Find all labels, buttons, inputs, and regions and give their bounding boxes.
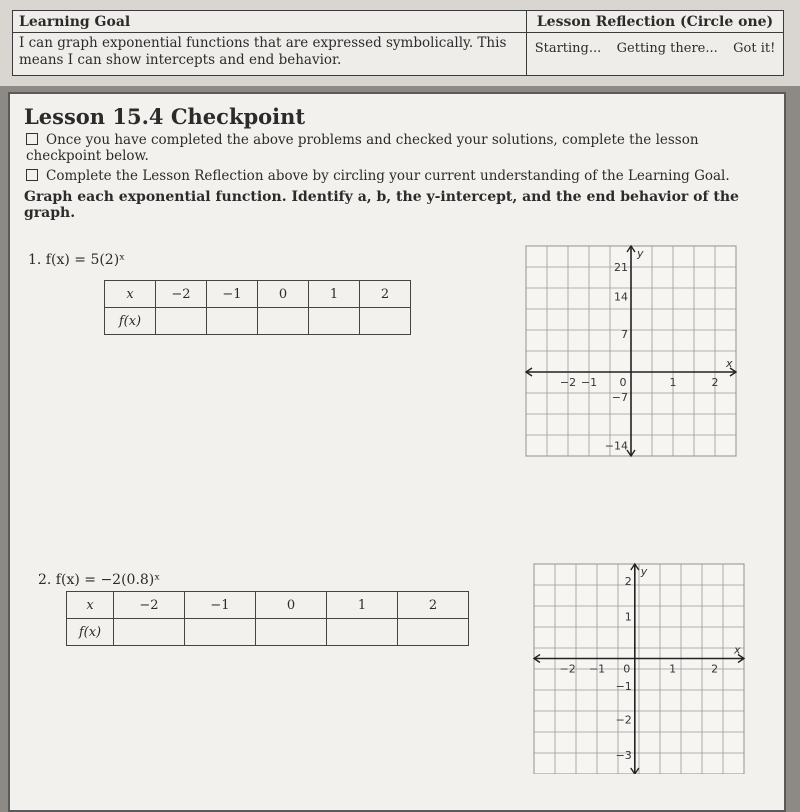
reflection-options xyxy=(527,41,783,56)
x-axis-label: x xyxy=(726,357,733,370)
x-cell: −2 xyxy=(156,281,207,308)
fx-cell[interactable] xyxy=(398,619,469,646)
y-tick-label: 7 xyxy=(621,328,628,342)
y-tick-label: −1 xyxy=(615,679,632,693)
x-cell: 0 xyxy=(256,592,327,619)
table-row xyxy=(105,308,411,335)
problem-2-grid[interactable] xyxy=(532,562,746,774)
problem-1-label: 1. f(x) = 5(2)ˣ xyxy=(28,252,126,268)
x-tick-label: 2 xyxy=(711,376,719,389)
y-axis-label: y xyxy=(640,565,648,578)
fx-cell[interactable] xyxy=(156,308,207,335)
x-axis-label: x xyxy=(734,643,741,657)
problem-1-table xyxy=(104,280,411,335)
checklist-item-1-text: Once you have completed the above problems and checked your solutions, complete the lesson checkpoint below. xyxy=(26,132,699,164)
y-tick-label: 21 xyxy=(614,261,628,274)
reflection-option-got-it[interactable]: Got it! xyxy=(733,41,776,56)
fx-cell[interactable] xyxy=(360,308,411,335)
fx-cell[interactable] xyxy=(207,308,258,335)
fx-cell[interactable] xyxy=(327,619,398,646)
x-header: x xyxy=(67,592,114,619)
x-tick-label: 2 xyxy=(711,662,719,676)
y-tick-label: 2 xyxy=(624,574,632,588)
fx-header: f(x) xyxy=(105,308,156,335)
checkpoint-title: Lesson 15.4 Checkpoint xyxy=(24,104,306,129)
learning-goal-heading: Learning Goal xyxy=(13,11,526,33)
x-tick-label: −2 xyxy=(559,662,576,676)
x-tick-label: 0 xyxy=(623,662,631,676)
checklist-item-2 xyxy=(26,168,766,184)
reflection-option-starting[interactable]: Starting... xyxy=(534,41,602,56)
header-strip xyxy=(0,0,800,86)
y-tick-label: 1 xyxy=(624,610,632,624)
fx-cell[interactable] xyxy=(185,619,256,646)
x-tick-label: −2 xyxy=(559,376,577,389)
reflection-heading: Lesson Reflection (Circle one) xyxy=(527,11,783,33)
x-cell: 1 xyxy=(309,281,360,308)
y-tick-label: −3 xyxy=(615,749,632,763)
learning-goal-cell xyxy=(13,11,527,75)
x-tick-label: −1 xyxy=(580,376,598,389)
x-cell: 0 xyxy=(258,281,309,308)
learning-goal-text: I can graph exponential functions that are expressed symbolically. This means I can show intercepts and end behavior. xyxy=(19,35,507,68)
table-row xyxy=(67,619,469,646)
y-tick-label: −14 xyxy=(604,439,628,453)
checklist-item-2-text: Complete the Lesson Reflection above by circling your current understanding of the Learning Goal. xyxy=(46,168,730,184)
fx-cell[interactable] xyxy=(309,308,360,335)
x-tick-label: 1 xyxy=(669,376,677,389)
fx-cell[interactable] xyxy=(258,308,309,335)
table-row xyxy=(67,592,469,619)
table-row xyxy=(105,281,411,308)
x-header: x xyxy=(105,281,156,308)
problem-1-grid[interactable] xyxy=(524,244,740,466)
x-cell: 2 xyxy=(398,592,469,619)
x-cell: 2 xyxy=(360,281,411,308)
checkbox-1[interactable] xyxy=(26,133,38,145)
reflection-option-getting-there[interactable]: Getting there... xyxy=(616,41,718,56)
checkbox-2[interactable] xyxy=(26,169,38,181)
x-cell: −1 xyxy=(207,281,258,308)
x-cell: −1 xyxy=(185,592,256,619)
x-tick-label: 0 xyxy=(619,376,627,389)
fx-cell[interactable] xyxy=(256,619,327,646)
problem-2-table xyxy=(66,591,469,646)
y-tick-label: −2 xyxy=(615,713,632,727)
checkpoint-sheet xyxy=(8,92,786,812)
y-axis-label: y xyxy=(637,247,644,260)
fx-cell[interactable] xyxy=(114,619,185,646)
fx-header: f(x) xyxy=(67,619,114,646)
x-cell: −2 xyxy=(114,592,185,619)
problem-2-label: 2. f(x) = −2(0.8)ˣ xyxy=(38,572,161,588)
y-tick-label: 14 xyxy=(614,290,628,304)
y-tick-label: −7 xyxy=(611,391,628,405)
learning-goal-table xyxy=(12,10,784,76)
instructions: Graph each exponential function. Identify a, b, the y-intercept, and the end behavior of the graph. xyxy=(24,189,739,221)
x-tick-label: 1 xyxy=(669,662,677,676)
x-cell: 1 xyxy=(327,592,398,619)
checklist-item-1 xyxy=(26,132,766,164)
x-tick-label: −1 xyxy=(588,662,606,676)
